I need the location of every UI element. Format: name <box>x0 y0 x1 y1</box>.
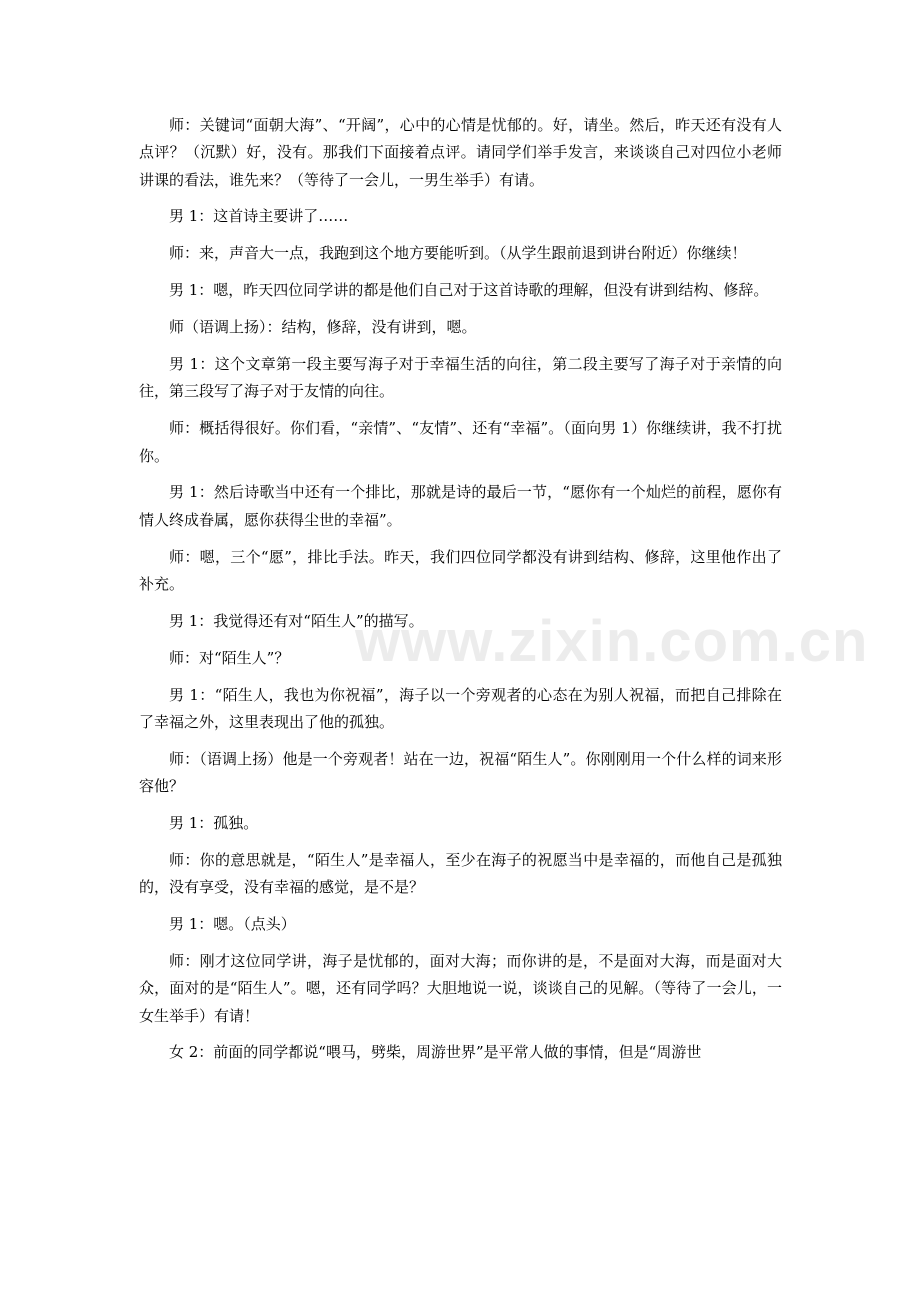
watermark: www.zixin.com.cn <box>355 609 869 674</box>
paragraph-boy1-4: 男 1：然后诗歌当中还有一个排比，那就是诗的最后一节，“愿你有一个灿烂的前程，愿你有情人终成眷属，愿你获得尘世的幸福”。 <box>139 483 782 529</box>
document-page <box>139 112 782 1067</box>
paragraph-teacher-6: 师：对“陌生人”？ <box>169 648 290 667</box>
paragraph-boy1-8: 男 1：嗯。（点头） <box>169 915 296 934</box>
paragraph-teacher-4: 师：概括得很好。你们看，“亲情”、“友情”、还有“幸福”。（面向男 1）你继续讲，我不打扰你。 <box>139 419 782 465</box>
paragraph-boy1-5: 男 1：我觉得还有对“陌生人”的描写。 <box>169 611 424 630</box>
paragraph-teacher-1: 师：关键词“面朝大海”、“开阔”，心中的心情是忧郁的。好，请坐。然后，昨天还有没有人点评？（沉默）好，没有。那我们下面接着点评。请同学们举手发言，来谈谈自己对四位小老师讲课的看法，谁先来？（等待了一会儿，一男生举手）有请。 <box>139 116 782 189</box>
paragraph-boy1-7: 男 1：孤独。 <box>169 813 259 832</box>
paragraph-boy1-1: 男 1：这首诗主要讲了…… <box>169 207 349 226</box>
paragraph-teacher-3: 师（语调上扬）：结构，修辞，没有讲到，嗯。 <box>169 318 477 337</box>
paragraph-boy1-6: 男 1：“陌生人，我也为你祝福”，海子以一个旁观者的心态在为别人祝福，而把自己排除在了幸福之外，这里表现出了他的孤独。 <box>139 685 782 731</box>
paragraph-boy1-3: 男 1：这个文章第一段主要写海子对于幸福生活的向往，第二段主要写了海子对于亲情的向往，第三段写了海子对于友情的向往。 <box>139 355 782 401</box>
paragraph-teacher-2: 师：来，声音大一点，我跑到这个地方要能听到。（从学生跟前退到讲台附近）你继续！ <box>169 244 747 263</box>
paragraph-teacher-5: 师：嗯，三个“愿”，排比手法。昨天，我们四位同学都没有讲到结构、修辞，这里他作出了补充。 <box>139 547 782 593</box>
paragraph-teacher-8: 师：你的意思就是，“陌生人”是幸福人，至少在海子的祝愿当中是幸福的，而他自己是孤独的，没有享受，没有幸福的感觉，是不是？ <box>139 850 782 897</box>
paragraph-girl2-1: 女 2：前面的同学都说“喂马，劈柴，周游世界”是平常人做的事情，但是“周游世 <box>169 1043 702 1062</box>
paragraph-boy1-2: 男 1：嗯，昨天四位同学讲的都是他们自己对于这首诗歌的理解，但没有讲到结构、修辞。 <box>169 281 769 300</box>
paragraph-teacher-9: 师：刚才这位同学讲，海子是忧郁的，面对大海；而你讲的是，不是面对大海，而是面对大众，面对的是“陌生人”。嗯，还有同学吗？大胆地说一说，谈谈自己的见解。（等待了一会儿，一女生举手）有请！ <box>139 951 782 1025</box>
paragraph-teacher-7: 师：（语调上扬）他是一个旁观者！站在一边，祝福“陌生人”。你刚刚用一个什么样的词来形容他？ <box>139 749 782 796</box>
